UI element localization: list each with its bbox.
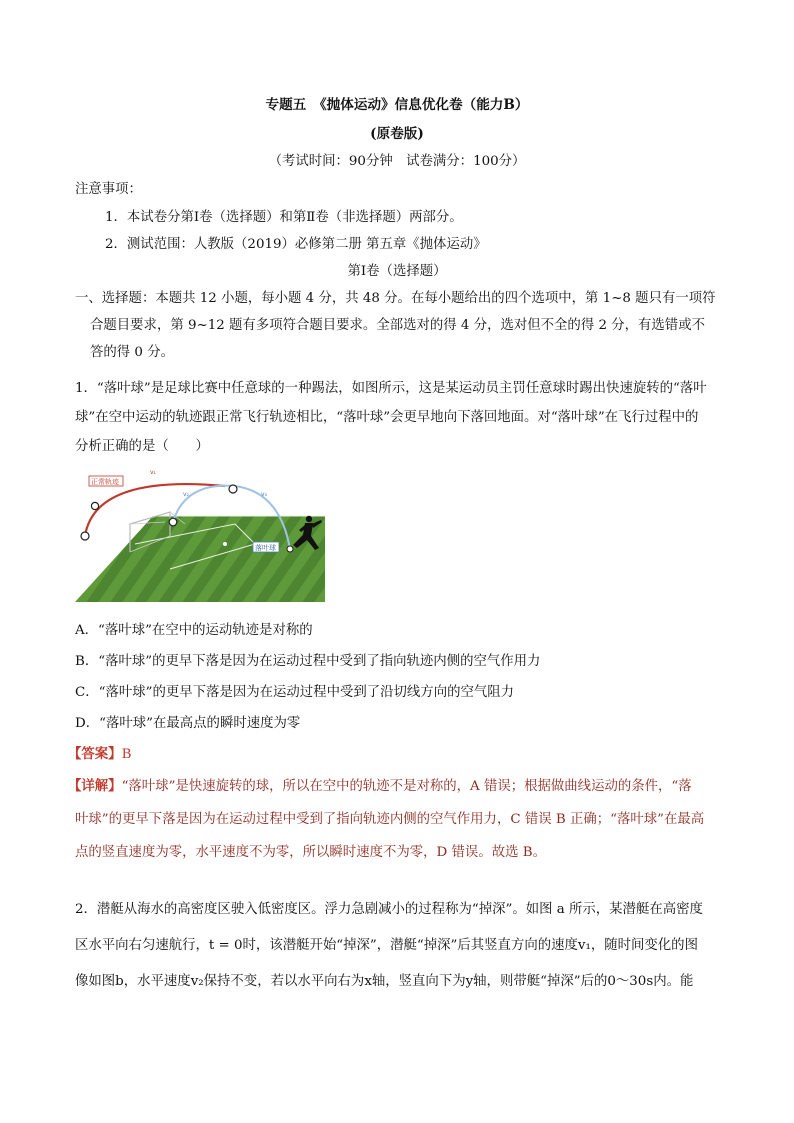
doc-subtitle: (原卷版) bbox=[370, 126, 424, 142]
note-item-1: 1．本试卷分第Ⅰ卷（选择题）和第Ⅱ卷（非选择题）两部分。 bbox=[105, 210, 463, 225]
answer-label: 【答案】 bbox=[68, 746, 122, 762]
q1-detail-line-2: 叶球”的更早下落是因为在运动过程中受到了指向轨迹内侧的空气作用力，C 错误 B 正确；“落叶球”在最高 bbox=[75, 812, 705, 827]
ball-icon bbox=[81, 532, 89, 540]
pitch bbox=[75, 516, 325, 602]
normal-trajectory-label: 正常轨迹 bbox=[91, 478, 119, 486]
ball-icon bbox=[287, 546, 293, 552]
q2-line-1: 2．潜艇从海水的高密度区驶入低密度区。浮力急剧减小的过程称为“掉深”。如图 a 所示，某潜艇在高密度 bbox=[75, 902, 703, 917]
section-intro-line-1: 一、选择题：本题共 12 小题，每小题 4 分，共 48 分。在每小题给出的四个选项中，第 1~8 题只有一项符 bbox=[75, 291, 716, 306]
answer-value: B bbox=[121, 747, 132, 762]
v3-label: v₃ bbox=[261, 491, 267, 498]
q1-option-a: A．“落叶球”在空中的运动轨迹是对称的 bbox=[75, 623, 313, 638]
ball-icon bbox=[229, 485, 237, 493]
q2-line-3: 像如图b，水平速度v₂保持不变，若以水平向右为x轴，竖直向下为y轴，则带艇“掉深”后的0～30s内。能 bbox=[75, 974, 694, 989]
note-item-2: 2．测试范围：人教版（2019）必修第二册 第五章《抛体运动》 bbox=[105, 237, 487, 252]
ball-icon bbox=[169, 518, 177, 526]
q1-line-1: 1．“落叶球”是足球比赛中任意球的一种踢法，如图所示，这是某运动员主罚任意球时踢出快速旋转的“落叶 bbox=[75, 381, 707, 396]
q1-line-2: 球”在空中运动的轨迹跟正常飞行轨迹相比，“落叶球”会更早地向下落回地面。对“落叶球”在飞行过程中的 bbox=[75, 410, 699, 425]
ball-icon bbox=[91, 502, 98, 509]
v2-label: v₂ bbox=[183, 491, 189, 498]
section-title: 第Ⅰ卷（选择题） bbox=[347, 264, 447, 279]
q2-line-2: 区水平向右匀速航行，t = 0时，该潜艇开始“掉深”，潜艇“掉深”后其竖直方向的速度v₁，随时间变化的图 bbox=[75, 938, 698, 953]
detail-text-1: “落叶球”是快速旋转的球，所以在空中的轨迹不是对称的，A 错误；根据做曲线运动的条件，“落 bbox=[121, 779, 692, 794]
q1-option-c: C．“落叶球”的更早下落是因为在运动过程中受到了沿切线方向的空气阻力 bbox=[75, 685, 515, 700]
section-intro-line-2: 合题目要求，第 9~12 题有多项符合题目要求。全部选对的得 4 分，选对但不全的得 2 分，有选错或不 bbox=[90, 318, 705, 333]
notes-heading: 注意事项： bbox=[75, 182, 142, 197]
q1-figure bbox=[75, 464, 325, 602]
q1-line-3: 分析正确的是（ ） bbox=[75, 439, 209, 454]
doc-title: 专题五 《抛体运动》信息优化卷（能力B） bbox=[265, 97, 529, 113]
section-intro-line-3: 答的得 0 分。 bbox=[90, 345, 174, 360]
q1-option-d: D．“落叶球”在最高点的瞬时速度为零 bbox=[75, 716, 301, 731]
q1-option-b: B．“落叶球”的更早下落是因为在运动过程中受到了指向轨迹内侧的空气作用力 bbox=[75, 654, 541, 669]
q1-answer bbox=[68, 743, 131, 762]
q1-detail-line-1 bbox=[68, 775, 692, 794]
q1-detail-line-3: 点的竖直速度为零，水平速度不为零，所以瞬时速度不为零，D 错误。故选 B。 bbox=[75, 845, 546, 860]
v1-label: v₁ bbox=[150, 469, 156, 476]
leaf-ball-label: 落叶球 bbox=[255, 544, 276, 552]
exam-info: （考试时间：90分钟 试卷满分：100分） bbox=[268, 154, 526, 169]
detail-label: 【详解】 bbox=[68, 778, 122, 794]
